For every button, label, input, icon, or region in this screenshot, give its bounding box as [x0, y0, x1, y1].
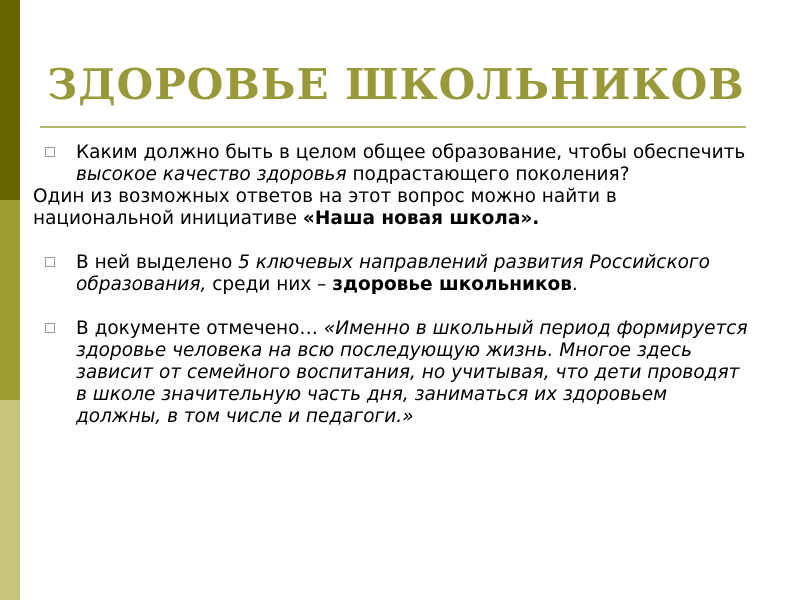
square-bullet-icon [45, 147, 55, 157]
side-stripe-light [0, 400, 20, 600]
text-segment: подрастающего поколения? [346, 164, 630, 185]
text-segment: В документе отмечено… [76, 318, 324, 339]
text-segment: Каким должно быть в целом общее образование, чтобы обеспечить [76, 142, 746, 163]
slide-body [33, 142, 753, 428]
text-emphasis: 5 ключевых направлений развития Российского образования, [76, 252, 710, 295]
slide-title: ЗДОРОВЬЕ ШКОЛЬНИКОВ [47, 60, 745, 109]
square-bullet-icon [45, 257, 55, 267]
quote-text: «Именно в школьный период формируется здоровье человека на всю последующую жизнь. Многое здесь зависит от семейного воспитания, но учитывая, что дети проводят в школе значительную часть дня, заниматься их здоровьем должны, в том числе и педагоги.» [76, 318, 748, 427]
initiative-name: «Наша новая школа». [302, 208, 540, 229]
text-emphasis: высокое качество здоровья [76, 164, 347, 185]
text-segment: . [571, 274, 578, 295]
side-stripe-dark [0, 0, 20, 200]
square-bullet-icon [45, 323, 55, 333]
text-strong: здоровье школьников [332, 274, 572, 295]
bullet-paragraph-quote [33, 318, 753, 428]
text-segment: Один из возможных ответов на этот вопрос можно найти в национальной инициативе [33, 186, 617, 229]
side-stripe [0, 0, 20, 600]
text-segment: В ней выделено [76, 252, 239, 273]
text-segment: среди них – [206, 274, 333, 295]
bullet-paragraph-directions [33, 252, 753, 296]
bullet-paragraph-question [33, 142, 753, 186]
side-stripe-mid [0, 200, 20, 400]
paragraph-answer [33, 186, 753, 230]
title-underline [40, 126, 746, 128]
